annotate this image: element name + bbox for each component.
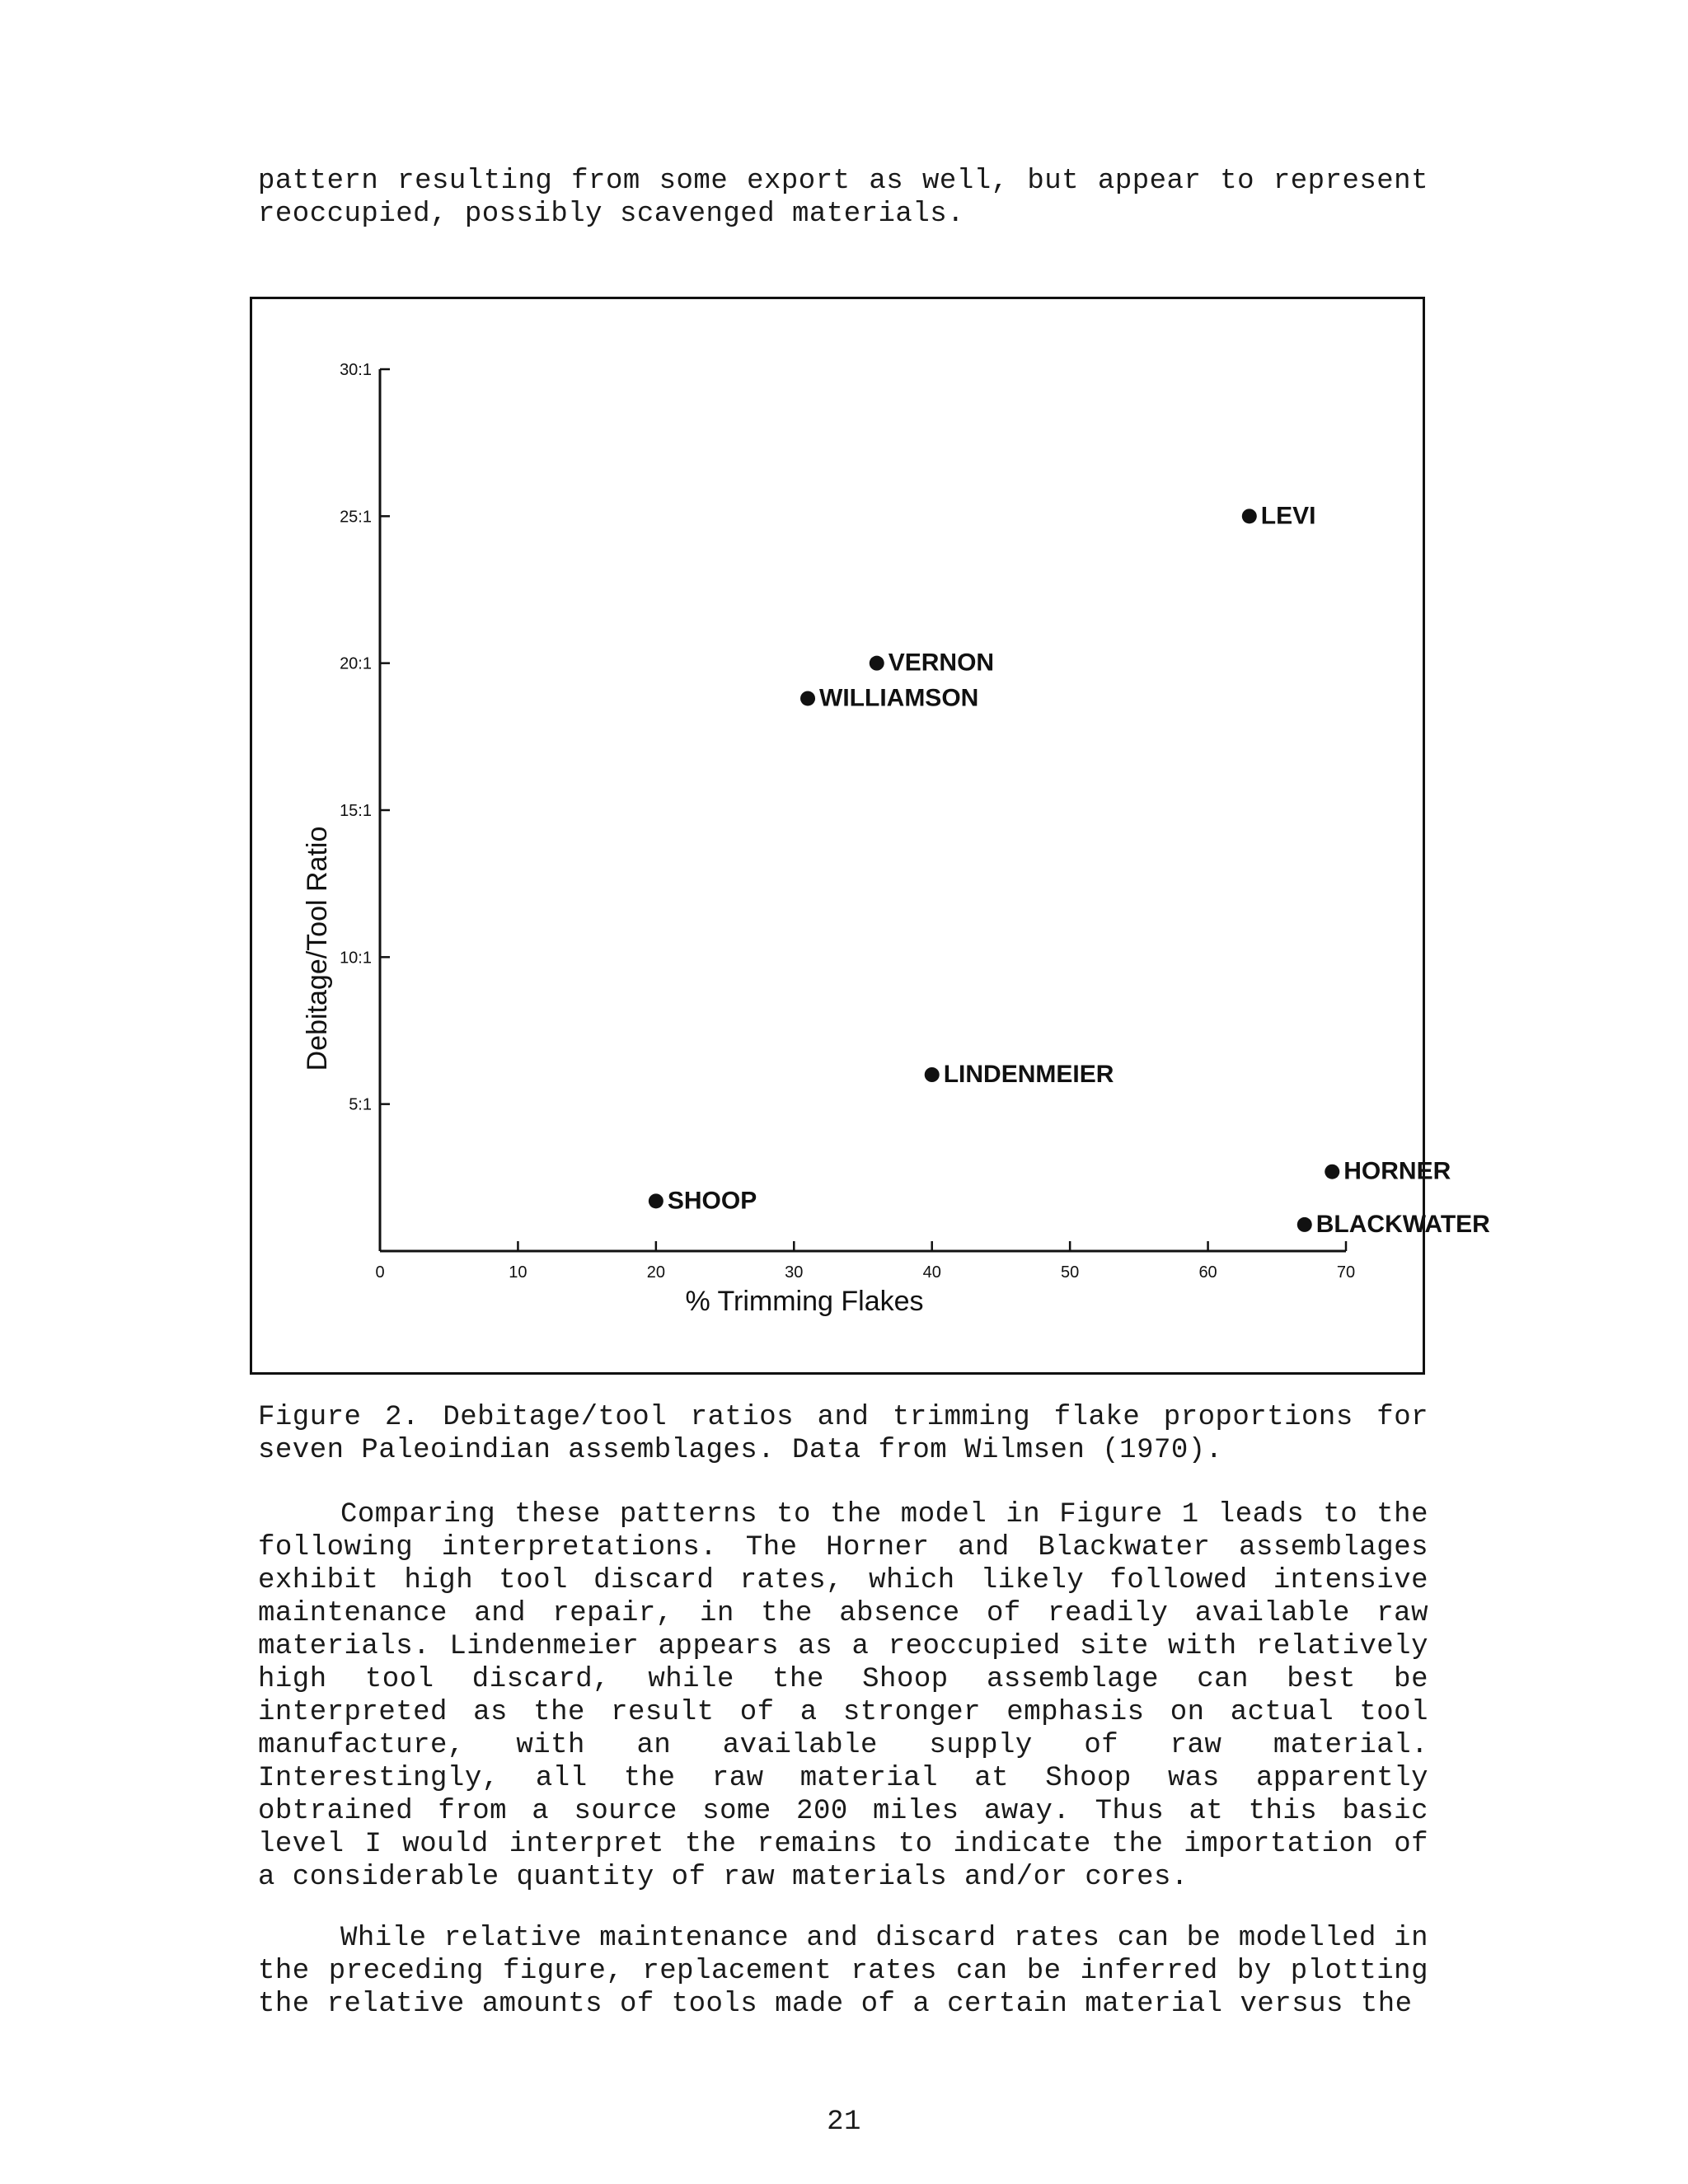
- y-tick-label: 30:1: [340, 361, 372, 379]
- y-tick-label: 15:1: [340, 802, 372, 820]
- chart-axes: [380, 369, 1346, 1251]
- x-tick-label: 40: [922, 1263, 941, 1282]
- figure-frame: [250, 297, 1490, 1375]
- y-tick-label: 5:1: [349, 1095, 372, 1114]
- x-tick-label: 10: [509, 1263, 528, 1282]
- point-label-vernon: VERNON: [888, 649, 995, 677]
- x-tick-label: 50: [1061, 1263, 1080, 1282]
- chart-ticks: [340, 361, 1355, 1282]
- page-number: 21: [827, 2107, 861, 2138]
- x-tick-label: 20: [646, 1263, 665, 1282]
- body-paragraph-1: Comparing these patterns to the model in Figure 1 leads to the following interpretations. The Horner and Blackwater assemblages exhibit high tool discard rates, which likely followed intensive maintenance and repair, in the absence of readily available raw materials. Lindenmeier appears as a reoccupied site with relatively high tool discard, while the Shoop assemblage can best be interpreted as the result of a stronger emphasis on actual tool manufacture, with an available supply of raw material. Interestingly, all the raw material at Shoop was apparently obtrained from a source some 200 miles away. Thus at this basic level I would interpret the remains to indicate the importation of a considerable quantity of raw materials and/or cores.: [258, 1499, 1428, 1893]
- point-label-williamson: WILLIAMSON: [819, 684, 979, 712]
- intro-paragraph: pattern resulting from some export as well, but appear to represent reoccupied, possibly scavenged materials.: [258, 166, 1428, 230]
- y-tick-label: 20:1: [340, 654, 372, 673]
- point-label-lindenmeier: LINDENMEIER: [943, 1061, 1114, 1088]
- data-point-shoop: [649, 1193, 663, 1208]
- data-point-blackwater: [1297, 1217, 1312, 1232]
- point-label-levi: LEVI: [1260, 502, 1316, 530]
- body-paragraph-2: While relative maintenance and discard rates can be modelled in the preceding figure, replacement rates can be inferred by plotting the relative amounts of tools made of a certain material versus the: [258, 1923, 1428, 2020]
- scatter-chart: [252, 299, 1490, 1372]
- data-point-lindenmeier: [925, 1067, 940, 1082]
- figure-caption: Figure 2. Debitage/tool ratios and trimming flake proportions for seven Paleoindian assemblages. Data from Wilmsen (1970).: [258, 1402, 1428, 1466]
- data-point-williamson: [800, 691, 815, 705]
- y-tick-label: 25:1: [340, 508, 372, 527]
- point-label-blackwater: BLACKWATER: [1315, 1210, 1490, 1238]
- x-axis-label: % Trimming Flakes: [685, 1286, 924, 1317]
- point-label-horner: HORNER: [1343, 1157, 1451, 1185]
- chart-points: [649, 502, 1490, 1238]
- x-tick-label: 30: [785, 1263, 804, 1282]
- data-point-vernon: [870, 656, 884, 671]
- data-point-horner: [1325, 1165, 1339, 1179]
- y-tick-label: 10:1: [340, 949, 372, 968]
- x-tick-label: 0: [375, 1263, 385, 1282]
- y-axis-label: Debitage/Tool Ratio: [302, 826, 333, 1071]
- data-point-levi: [1242, 509, 1257, 523]
- x-tick-label: 60: [1198, 1263, 1217, 1282]
- x-tick-label: 70: [1336, 1263, 1356, 1282]
- point-label-shoop: SHOOP: [667, 1187, 757, 1215]
